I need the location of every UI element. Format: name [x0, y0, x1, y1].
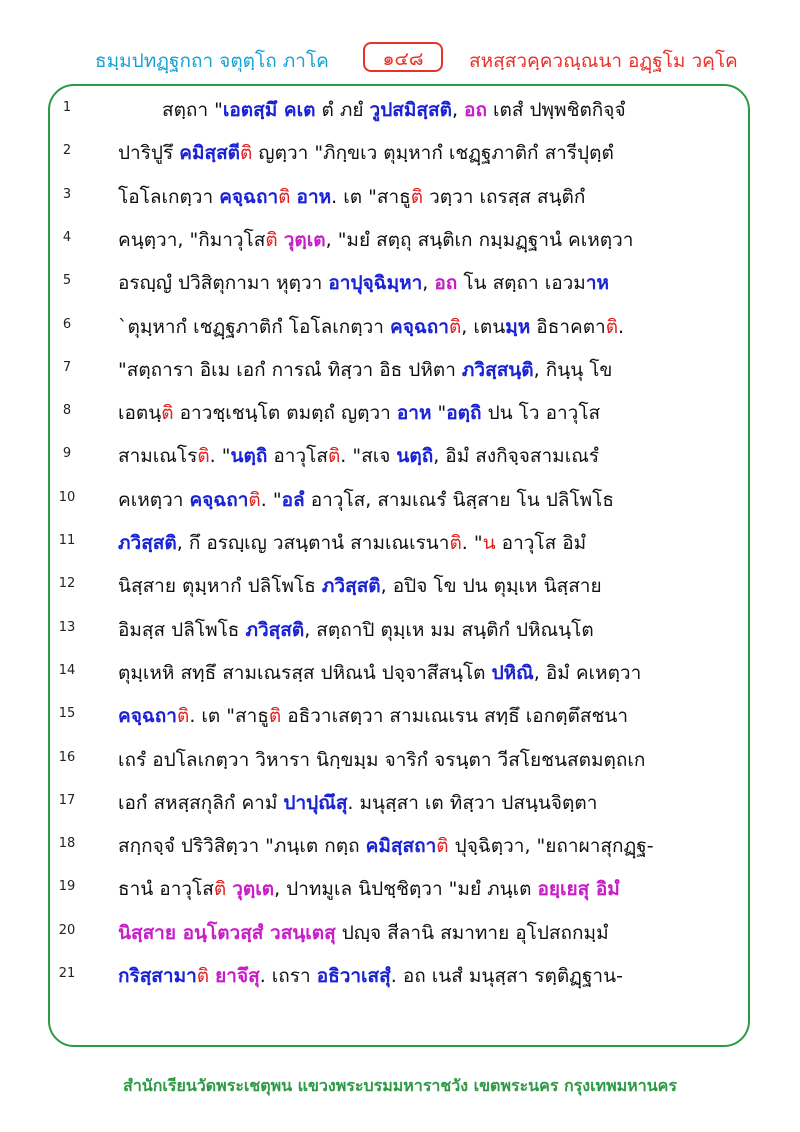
- text-segment: เตสํ ปพฺพชิตกิจฺจํ: [486, 99, 626, 121]
- text-segment: เอตนฺ: [118, 402, 162, 425]
- page-header: [0, 40, 800, 80]
- line-text: [118, 738, 738, 782]
- text-line: [50, 478, 750, 522]
- text-line: [50, 911, 750, 955]
- line-text: [118, 911, 738, 955]
- book-title: ธมฺมปทฏฺฐกถา จตุตฺโถ ภาโค: [95, 50, 329, 72]
- highlighted-word: มฺห: [505, 315, 531, 338]
- highlighted-word: ติ: [410, 185, 424, 208]
- text-segment: อรญฺญํ ปวิสิตุกามา หุตฺวา: [118, 272, 329, 295]
- line-text: [118, 478, 738, 522]
- text-segment: , สตฺถาปิ ตุมฺเห มม สนฺติกํ ปหิณนฺโต: [304, 618, 594, 641]
- text-segment: ตํ ภยํ: [315, 99, 370, 121]
- line-text: [118, 867, 738, 911]
- highlighted-word: ติ: [605, 315, 619, 338]
- highlighted-word: ติ: [213, 878, 227, 901]
- text-line: [50, 218, 750, 262]
- text-segment: ,: [422, 272, 435, 295]
- text-line: [50, 694, 750, 738]
- text-segment: . เถรา: [259, 965, 317, 987]
- line-number: 17: [58, 792, 76, 808]
- highlighted-word: ติ: [197, 445, 210, 468]
- highlighted-word: ติ: [265, 228, 278, 251]
- text-segment: นิสฺสาย ตุมฺหากํ ปลิโพโธ: [118, 575, 322, 598]
- line-text: [118, 521, 738, 565]
- text-segment: . ": [461, 532, 483, 554]
- text-segment: ญตฺวา "ภิกฺขเว ตุมฺหากํ เชฏฺฐภาติกํ สารีปุตฺตํ: [252, 142, 614, 165]
- line-number: 13: [58, 619, 76, 635]
- text-segment: ปญฺจ สีลานิ สมาทาย อุโปสถกมฺมํ: [335, 921, 609, 944]
- text-line: [50, 348, 750, 392]
- highlighted-word: ปหิณิ: [491, 661, 534, 684]
- line-text: [118, 781, 738, 825]
- text-segment: , อิมํ สงกิจฺจสามเณรํ: [433, 445, 600, 468]
- highlighted-word: ติ: [176, 705, 190, 728]
- text-segment: โน สตฺถา เอวม: [457, 272, 586, 295]
- text-segment: อาวุโส: [267, 445, 328, 468]
- highlighted-word: คจฺฉถา: [189, 488, 249, 511]
- line-number: 6: [62, 316, 72, 332]
- text-segment: ปาริปูรึ: [118, 142, 180, 165]
- highlighted-word: ติ: [449, 532, 462, 554]
- text-line: [50, 175, 750, 219]
- highlighted-word: อถ: [434, 272, 458, 295]
- highlighted-word: ภวิสฺสติ: [118, 532, 177, 554]
- highlighted-word: อาปุจฺฉิมฺหา: [328, 272, 423, 295]
- text-line: [50, 954, 750, 998]
- highlighted-word: คจฺฉถา: [389, 315, 449, 338]
- highlighted-word: อถ: [464, 99, 487, 121]
- highlighted-word: วูปสมิสฺสติ: [369, 99, 452, 121]
- line-text: [118, 348, 738, 392]
- text-segment: ตุมฺเหหิ สทฺธึ สามเณรสฺส ปหิณนํ ปจฺจาสึสนฺโต: [118, 661, 492, 684]
- line-text: [118, 608, 738, 652]
- line-number: 5: [62, 273, 72, 289]
- highlighted-word: ภวิสฺสติ: [321, 575, 381, 598]
- highlighted-word: ภวิสฺสนฺติ: [461, 358, 534, 381]
- text-segment: `ตุมฺหากํ เชฏฺฐภาติกํ โอโลเกตฺวา: [118, 315, 390, 338]
- text-segment: ธานํ อาวุโส: [118, 878, 214, 901]
- highlighted-word: อาห: [296, 185, 332, 208]
- text-segment: อาวุโส อิมํ: [495, 532, 587, 554]
- text-segment: ปน โว อาวุโส: [481, 402, 601, 425]
- line-number: 3: [62, 186, 72, 202]
- text-line: [50, 564, 750, 608]
- text-segment: , กินฺนุ โข: [533, 358, 613, 381]
- highlighted-word: ปาปุณึสุ: [283, 791, 348, 814]
- line-text: [118, 434, 738, 478]
- line-text: [118, 564, 738, 608]
- text-segment: .: [618, 315, 625, 338]
- text-segment: อิมสฺส ปลิโพโธ: [118, 618, 246, 641]
- text-line: [50, 608, 750, 652]
- highlighted-word: ภวิสฺสติ: [245, 618, 305, 641]
- line-number: 14: [58, 662, 76, 678]
- line-text: [118, 175, 738, 219]
- highlighted-word: คจฺฉถา: [219, 185, 279, 208]
- highlighted-word: นตฺถิ: [396, 445, 434, 468]
- text-segment: เถรํ อปโลเกตฺวา วิหารา นิกฺขมฺม จาริกํ จรนฺตา วีสโยชนสตมตฺถเก: [118, 748, 646, 771]
- line-text: [118, 391, 738, 435]
- highlighted-word: อลํ: [281, 488, 305, 511]
- line-text: [118, 954, 738, 998]
- line-number: 19: [58, 879, 76, 895]
- highlighted-word: วุตฺเต: [283, 228, 326, 251]
- line-number: 9: [62, 446, 72, 462]
- chapter-title: สหสฺสวคฺควณฺณนา อฏฺฐโม วคฺโค: [469, 50, 738, 72]
- highlighted-word: นิสฺสาย อนฺโตวสฺสํ วสนฺเตสุ: [118, 921, 336, 944]
- text-segment: โอโลเกตฺวา: [118, 185, 220, 208]
- text-line: [50, 824, 750, 868]
- text-line: [50, 434, 750, 478]
- text-segment: . เต "สาธู: [331, 185, 411, 208]
- highlighted-word: ยาจึสุ: [215, 965, 260, 987]
- line-text: [118, 305, 738, 349]
- text-line: [50, 261, 750, 305]
- line-number: 1: [62, 100, 72, 115]
- line-number: 11: [58, 533, 76, 548]
- line-number: 2: [62, 143, 72, 159]
- highlighted-word: อาห: [396, 402, 432, 425]
- text-segment: , เตน: [461, 315, 506, 338]
- text-segment: . "สเจ: [340, 445, 397, 468]
- text-line: [50, 738, 750, 782]
- text-segment: , "มยํ สตฺถุ สนฺติเก กมฺมฏฺฐานํ คเหตฺวา: [325, 228, 634, 251]
- line-number: 18: [58, 836, 76, 852]
- text-segment: ปุจฺฉิตฺวา, "ยถาผาสุกฏฺฐ-: [448, 835, 654, 858]
- highlighted-word: ติ: [240, 142, 253, 165]
- line-text: [118, 694, 738, 738]
- text-segment: สตฺถา ": [162, 99, 223, 121]
- text-segment: . อถ เนสํ มนุสฺสา รตฺติฏฺฐาน-: [390, 965, 623, 987]
- text-line: [50, 781, 750, 825]
- line-number: 16: [58, 749, 76, 765]
- highlighted-word: ติ: [161, 402, 174, 425]
- text-segment: วตฺวา เถรสฺส สนฺติกํ: [423, 185, 586, 208]
- highlighted-word: ติ: [268, 705, 282, 728]
- text-segment: . มนุสฺสา เต ทิสฺวา ปสนฺนจิตฺตา: [347, 791, 598, 814]
- line-text: [118, 261, 738, 305]
- highlighted-word: คมิสฺสตี: [179, 142, 241, 165]
- highlighted-word: วุตฺเต: [232, 878, 275, 901]
- text-segment: , กึ อรญฺเญ วสนฺตานํ สามเณเรนา: [176, 532, 450, 554]
- page-number: ๑๔๘: [363, 42, 443, 72]
- text-line: [50, 88, 750, 132]
- text-segment: . เต "สาธู: [189, 705, 269, 728]
- highlighted-word: ติ: [278, 185, 291, 208]
- text-segment: อธิวาเสตฺวา สามเณเรน สทฺธึ เอกตฺตึสชนา: [281, 705, 629, 728]
- text-line: [50, 131, 750, 175]
- highlighted-word: เอตสฺมึ คเต: [222, 99, 316, 121]
- highlighted-word: ติ: [248, 488, 261, 511]
- text-segment: "สตฺถารา อิเม เอกํ การณํ ทิสฺวา อิธ ปหิตา: [118, 358, 462, 381]
- highlighted-word: าห: [585, 272, 610, 295]
- line-number: 8: [62, 403, 72, 419]
- text-segment: เอกํ สหสฺสกุลิกํ คามํ: [118, 791, 284, 814]
- line-number: 12: [58, 576, 76, 592]
- text-line: [50, 867, 750, 911]
- text-segment: คนฺตฺวา, "กิมาวุโส: [118, 228, 266, 251]
- footer-institution: สำนักเรียนวัดพระเชตุพน แขวงพระบรมมหาราชวัง เขตพระนคร กรุงเทพมหานคร: [123, 1076, 677, 1095]
- highlighted-word: อตฺถิ: [446, 402, 482, 425]
- line-number: 20: [58, 922, 76, 938]
- line-number: 7: [62, 359, 72, 375]
- text-segment: สามเณโร: [118, 445, 198, 468]
- line-text: [118, 824, 738, 868]
- highlighted-word: อยฺเยสุ อิมํ: [537, 878, 620, 901]
- text-segment: อาวุโส, สามเณรํ นิสฺสาย โน ปลิโพโธ: [304, 488, 614, 511]
- text-line: [50, 521, 750, 565]
- highlighted-word: คจฺฉถา: [118, 705, 177, 728]
- text-segment: . ": [209, 445, 231, 468]
- line-number: 4: [62, 229, 72, 245]
- text-segment: สกฺกจฺจํ ปริวิสิตฺวา "ภนฺเต กตฺถ: [118, 835, 366, 858]
- highlighted-word: นตฺถิ: [230, 445, 268, 468]
- text-line: [50, 651, 750, 695]
- highlighted-word: ติ: [327, 445, 341, 468]
- text-segment: , อิมํ คเหตฺวา: [533, 661, 642, 684]
- highlighted-word: ติ: [196, 965, 210, 987]
- text-segment: ,: [451, 99, 465, 121]
- highlighted-word: น: [482, 532, 496, 554]
- highlighted-word: อธิวาเสสุํ: [316, 965, 391, 987]
- line-text: [118, 218, 738, 262]
- text-segment: อาวชฺเชนฺโต ตมตฺถํ ญตฺวา: [173, 402, 397, 425]
- text-segment: คเหตฺวา: [118, 488, 190, 511]
- text-line: [50, 305, 750, 349]
- line-text: [118, 88, 738, 132]
- text-segment: , ปาทมูเล นิปชฺชิตฺวา "มยํ ภนฺเต: [274, 878, 538, 901]
- highlighted-word: กริสฺสามา: [118, 965, 197, 987]
- line-text: [118, 651, 738, 695]
- highlighted-word: ติ: [436, 835, 449, 858]
- highlighted-word: คมิสฺสถา: [365, 835, 437, 858]
- text-line: [50, 391, 750, 435]
- text-segment: , อปิจ โข ปน ตุมฺเห นิสฺสาย: [380, 575, 602, 598]
- highlighted-word: ติ: [448, 315, 462, 338]
- text-segment: . ": [260, 488, 282, 511]
- text-segment: ": [431, 402, 447, 425]
- line-number: 21: [58, 966, 76, 981]
- line-number: 15: [58, 706, 76, 722]
- line-number: 10: [58, 489, 76, 505]
- line-text: [118, 131, 738, 175]
- text-segment: อิธาคตา: [530, 315, 606, 338]
